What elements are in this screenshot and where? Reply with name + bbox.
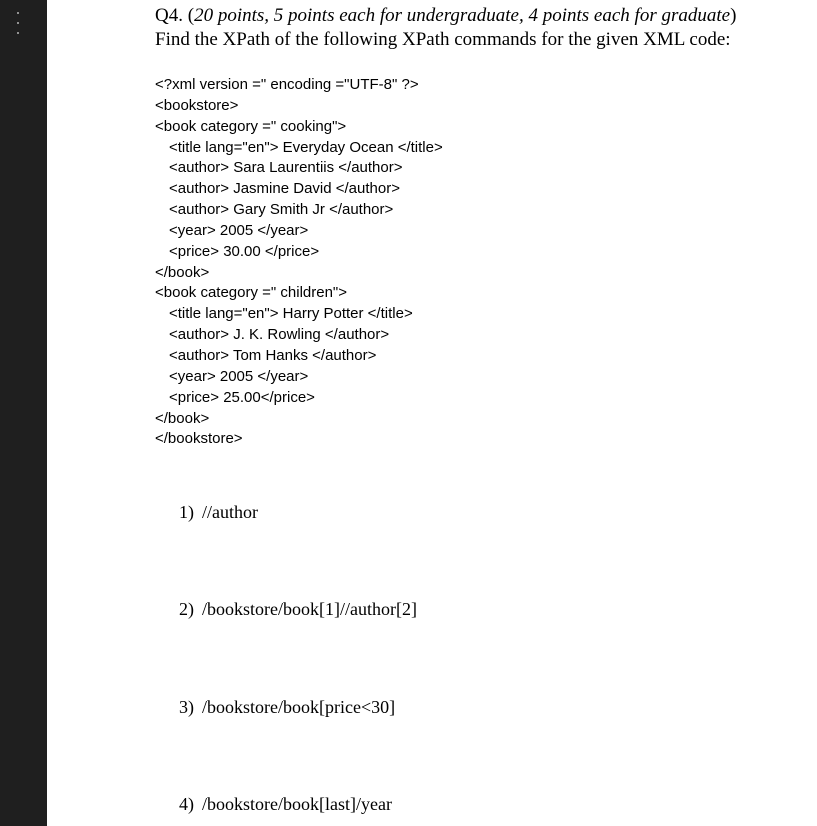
xml-code-line: <book category =" children"> bbox=[155, 284, 348, 302]
xml-code-line: <author> Gary Smith Jr </author> bbox=[169, 201, 394, 219]
xml-code-line: <title lang="en"> Harry Potter </title> bbox=[169, 305, 413, 323]
xpath-question-3 bbox=[179, 698, 395, 716]
question-number: 4) bbox=[179, 794, 194, 814]
xpath-question-2 bbox=[179, 600, 417, 618]
xml-code-line: <year> 2005 </year> bbox=[169, 221, 309, 239]
more-options-icon[interactable] bbox=[14, 12, 22, 34]
question-title bbox=[155, 6, 736, 25]
xml-code-line: </book> bbox=[155, 409, 210, 427]
question-points: 20 points, 5 points each for undergraduate, 4 points each for graduate bbox=[194, 5, 731, 26]
question-suffix: ) bbox=[730, 5, 737, 26]
xml-code-line: <bookstore> bbox=[155, 96, 239, 114]
xpath-expression: /bookstore/book[1]//author[2] bbox=[202, 599, 417, 619]
xml-code-line: <price> 25.00</price> bbox=[169, 388, 315, 406]
xml-code-line: <price> 30.00 </price> bbox=[169, 242, 320, 260]
xpath-expression: /bookstore/book[last]/year bbox=[202, 794, 392, 814]
xml-code-line: </book> bbox=[155, 263, 210, 281]
xpath-expression: //author bbox=[202, 502, 258, 522]
question-instruction: Find the XPath of the following XPath commands for the given XML code: bbox=[155, 29, 731, 50]
xml-code-line: <year> 2005 </year> bbox=[169, 367, 309, 385]
xml-code-line: <title lang="en"> Everyday Ocean </title> bbox=[169, 138, 443, 156]
xml-code-line: <author> Jasmine David </author> bbox=[169, 180, 400, 198]
xml-code-line: <book category =" cooking"> bbox=[155, 117, 347, 135]
xpath-question-4 bbox=[179, 795, 392, 813]
xml-code-line: </bookstore> bbox=[155, 430, 243, 448]
xml-code-line: <author> Sara Laurentiis </author> bbox=[169, 159, 403, 177]
xml-code-line: <author> Tom Hanks </author> bbox=[169, 346, 377, 364]
question-number: 3) bbox=[179, 697, 194, 717]
xml-code-line: <author> J. K. Rowling </author> bbox=[169, 326, 390, 344]
left-sidebar bbox=[0, 0, 47, 826]
question-number: 1) bbox=[179, 502, 194, 522]
document-page bbox=[47, 0, 817, 826]
xpath-expression: /bookstore/book[price<30] bbox=[202, 697, 396, 717]
xpath-question-1 bbox=[179, 503, 258, 521]
question-prefix: Q4. ( bbox=[155, 5, 195, 26]
xml-code-line: <?xml version =" encoding ="UTF-8" ?> bbox=[155, 76, 419, 93]
xml-code-block bbox=[155, 75, 443, 450]
question-number: 2) bbox=[179, 599, 194, 619]
